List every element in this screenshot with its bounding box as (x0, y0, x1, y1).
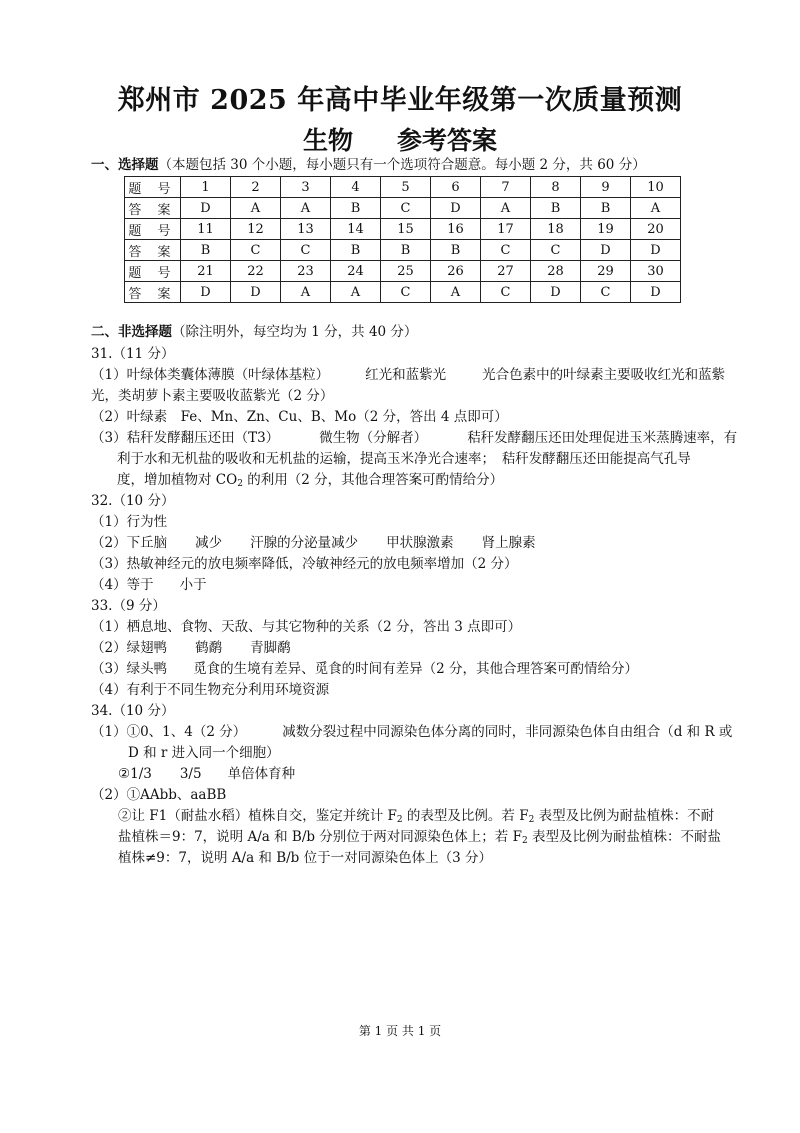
q34-line2-c (118, 827, 721, 847)
table-row (125, 261, 681, 282)
table-row (125, 240, 681, 261)
section1-header (91, 155, 646, 175)
table-row (125, 219, 681, 240)
q33-line4: （4）有利于不同生物充分利用环境资源 (91, 682, 330, 698)
table-cell: C (581, 282, 631, 303)
table-cell: C (531, 240, 581, 261)
q34-ans2c-1: 盐植株＝9：7，说明 A/a 和 B/b 分别位于两对同源染色体上；若 F (118, 829, 522, 845)
table-cell: D (631, 240, 681, 261)
table-cell: D (431, 198, 481, 219)
co2-subscript: 2 (237, 479, 243, 489)
table-cell: C (381, 198, 431, 219)
row-label: 答 案 (125, 282, 181, 303)
row-label: 答 案 (125, 198, 181, 219)
table-cell: 23 (281, 261, 331, 282)
q33-ans2c: 青脚鹬 (250, 640, 291, 656)
q31-ans3b: 微生物（分解者） (319, 430, 428, 446)
q33-heading: 33.（9 分） (91, 598, 166, 614)
q32-line3: （3）热敏神经元的放电频率降低，冷敏神经元的放电频率增加（2 分） (91, 556, 518, 572)
q33-line2 (91, 638, 291, 658)
page-title: 郑州市 2025 年高中毕业年级第一次质量预测 (117, 85, 683, 116)
subject-label: 生物 (302, 126, 353, 155)
q33-line3 (91, 659, 638, 679)
table-cell: 26 (431, 261, 481, 282)
table-cell: 4 (331, 177, 381, 198)
table-cell: A (281, 198, 331, 219)
table-cell: D (181, 282, 231, 303)
table-cell: 28 (531, 261, 581, 282)
q33-ans3b: 觅食的生境有差异、觅食的时间有差异（2 分，其他合理答案可酌情给分） (193, 661, 638, 677)
q32-ans2d: 甲状腺激素 (386, 535, 454, 551)
q32-ans4a: （4）等于 (91, 577, 154, 593)
q31-heading: 31.（11 分） (91, 346, 175, 362)
table-cell: 5 (381, 177, 431, 198)
table-cell: D (531, 282, 581, 303)
f2-subscript: 2 (521, 836, 528, 846)
table-cell: 12 (231, 219, 281, 240)
section2-header (91, 322, 417, 342)
row-label: 答 案 (125, 240, 181, 261)
q32-heading: 32.（10 分） (91, 493, 175, 509)
q34-ans1e: 3/5 (179, 766, 202, 782)
page-subtitle (0, 121, 800, 157)
q34-line2: （2）①AAbb、aaBB (91, 787, 227, 803)
row-label: 题 号 (125, 219, 181, 240)
table-cell: 1 (181, 177, 231, 198)
table-cell: 17 (481, 219, 531, 240)
table-cell: B (531, 198, 581, 219)
table-cell: 10 (631, 177, 681, 198)
q32-line1: （1）行为性 (91, 514, 168, 530)
q34-ans1f: 单倍体育种 (227, 766, 296, 782)
section1-note: （本题包括 30 个小题，每小题只有一个选项符合题意。每小题 2 分，共 60 分） (158, 157, 646, 173)
q34-line2-d: 植株≠9：7，说明 A/a 和 B/b 位于一对同源染色体上（3 分） (118, 850, 492, 866)
table-cell: 16 (431, 219, 481, 240)
table-cell: 21 (181, 261, 231, 282)
q31-ans1a: （1）叶绿体类囊体薄膜（叶绿体基粒） (91, 367, 330, 383)
q32-ans2c: 汗腺的分泌量减少 (250, 535, 359, 551)
q34-line2-b (118, 806, 714, 826)
answer-key-label: 参考答案 (397, 126, 498, 155)
q34-ans2c-2: 表型及比例为耐盐植株：不耐盐 (527, 829, 721, 845)
q31-line2: （2）叶绿素 Fe、Mn、Zn、Cu、B、Mo（2 分，答出 4 点即可） (91, 409, 508, 425)
q31-line1 (91, 365, 725, 385)
table-cell: 13 (281, 219, 331, 240)
q31-ans3e-pre: 度，增加植物对 CO (117, 472, 238, 488)
section2-heading: 二、非选择题 (91, 324, 172, 340)
row-label: 题 号 (125, 261, 181, 282)
table-cell: A (331, 282, 381, 303)
table-cell: 27 (481, 261, 531, 282)
table-cell: 29 (581, 261, 631, 282)
q34-heading: 34.（10 分） (91, 703, 175, 719)
q31-ans3c: 秸秆发酵翻压还田处理促进玉米蒸腾速率，有 (467, 430, 738, 446)
table-row (125, 282, 681, 303)
row-label: 题 号 (125, 177, 181, 198)
table-cell: A (631, 198, 681, 219)
table-cell: 24 (331, 261, 381, 282)
table-cell: 2 (231, 177, 281, 198)
table-cell: 25 (381, 261, 431, 282)
table-cell: 30 (631, 261, 681, 282)
section2-note: （除注明外，每空均为 1 分，共 40 分） (172, 324, 418, 340)
table-cell: A (431, 282, 481, 303)
table-cell: 8 (531, 177, 581, 198)
q33-ans2b: 鹤鹬 (195, 640, 223, 656)
table-cell: 11 (181, 219, 231, 240)
q31-line3-cont: 利于水和无机盐的吸收和无机盐的运输，提高玉米净光合速率； 秸秆发酵翻压还田能提高气孔导 (117, 451, 691, 467)
table-cell: C (481, 240, 531, 261)
table-cell: B (331, 240, 381, 261)
table-cell: B (181, 240, 231, 261)
table-cell: C (481, 282, 531, 303)
table-cell: B (331, 198, 381, 219)
f2-subscript: 2 (528, 815, 535, 825)
q31-ans3a: （3）秸秆发酵翻压还田（T3） (91, 430, 280, 446)
table-cell: 14 (331, 219, 381, 240)
table-cell: D (181, 198, 231, 219)
q32-ans2b: 减少 (195, 535, 223, 551)
q31-ans1c: 光合色素中的叶绿素主要吸收红光和蓝紫 (482, 367, 726, 383)
q33-ans3a: （3）绿头鸭 (91, 661, 168, 677)
table-cell: 20 (631, 219, 681, 240)
q31-line3-end (117, 470, 503, 490)
table-cell: A (481, 198, 531, 219)
table-cell: C (281, 240, 331, 261)
table-cell: C (381, 282, 431, 303)
table-cell: 18 (531, 219, 581, 240)
q34-line1-cont: D 和 r 进入同一个细胞） (128, 745, 280, 761)
table-cell: 19 (581, 219, 631, 240)
f2-subscript: 2 (396, 815, 403, 825)
table-cell: 3 (281, 177, 331, 198)
q33-line1: （1）栖息地、食物、天敌、与其它物种的关系（2 分，答出 3 点即可） (91, 619, 522, 635)
table-cell: 9 (581, 177, 631, 198)
q34-ans2b-2: 的表型及比例。若 F (402, 808, 529, 824)
q32-ans4b: 小于 (179, 577, 207, 593)
table-cell: 6 (431, 177, 481, 198)
answer-table (124, 176, 681, 303)
q32-line2 (91, 533, 536, 553)
q32-ans2e: 肾上腺素 (481, 535, 536, 551)
table-cell: B (431, 240, 481, 261)
section1-heading: 一、选择题 (91, 157, 159, 173)
q31-ans3e-post: 的利用（2 分，其他合理答案可酌情给分） (242, 472, 504, 488)
table-cell: 22 (231, 261, 281, 282)
table-cell: A (281, 282, 331, 303)
page-footer: 第 1 页 共 1 页 (358, 1024, 442, 1038)
table-cell: 7 (481, 177, 531, 198)
q31-ans1b: 红光和蓝紫光 (365, 367, 447, 383)
q34-ans1a: （1）①0、1、4（2 分） (91, 724, 247, 740)
table-cell: D (231, 282, 281, 303)
q31-line3 (91, 428, 737, 448)
q32-line4 (91, 575, 207, 595)
table-cell: B (581, 198, 631, 219)
table-cell: D (581, 240, 631, 261)
table-cell: C (231, 240, 281, 261)
q34-ans2b-1: ②让 F1（耐盐水稻）植株自交，鉴定并统计 F (118, 808, 397, 824)
q32-ans2a: （2）下丘脑 (91, 535, 168, 551)
table-row (125, 198, 681, 219)
q31-line1-cont: 光，类胡萝卜素主要吸收蓝紫光（2 分） (91, 388, 334, 404)
q33-ans2a: （2）绿翅鸭 (91, 640, 168, 656)
table-cell: 15 (381, 219, 431, 240)
q34-line1-b (118, 764, 295, 784)
q34-line1 (91, 722, 732, 742)
table-row (125, 177, 681, 198)
q34-ans1b: 减数分裂过程中同源染色体分离的同时，非同源染色体自由组合（d 和 R 或 (282, 724, 733, 740)
table-cell: D (631, 282, 681, 303)
table-cell: B (381, 240, 431, 261)
table-cell: A (231, 198, 281, 219)
q34-ans1d: ②1/3 (118, 766, 152, 782)
q34-ans2b-3: 表型及比例为耐盐植株：不耐 (534, 808, 715, 824)
